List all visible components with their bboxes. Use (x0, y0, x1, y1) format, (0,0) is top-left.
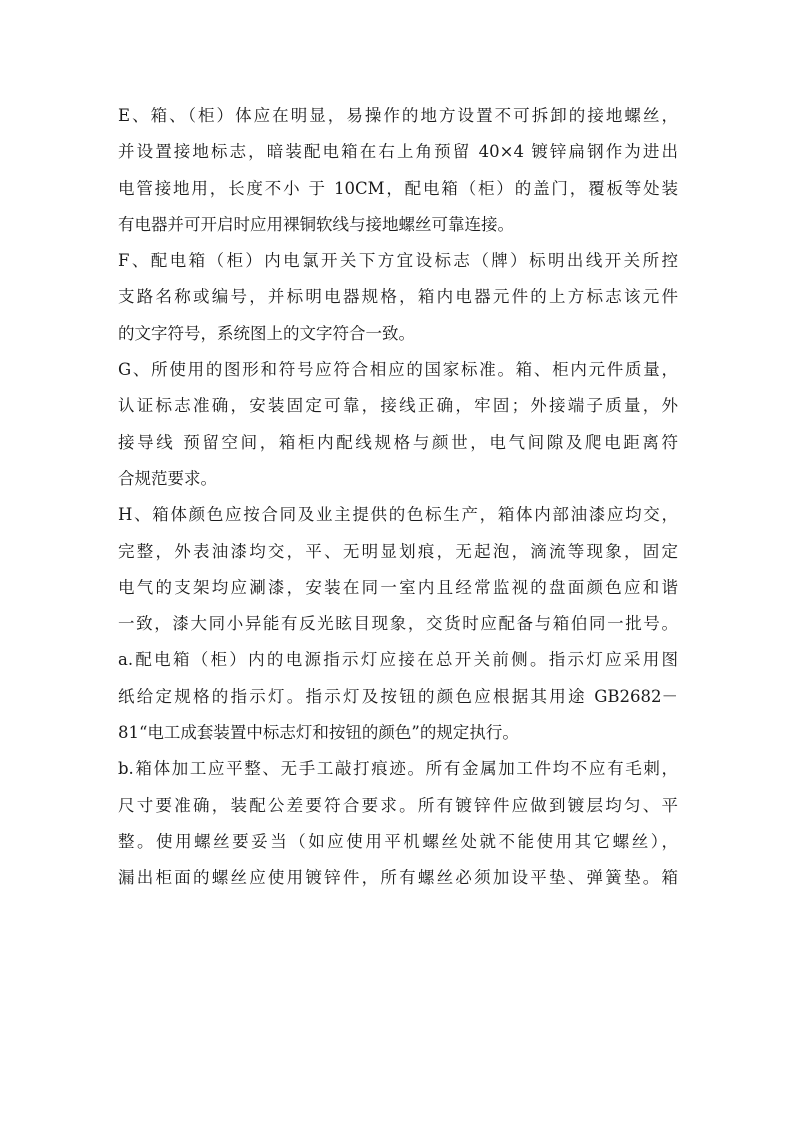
text-line: 电气的支架均应涮漆，安装在同一室内且经常监视的盘面颜色应和谐 (118, 577, 678, 597)
paragraph-e (118, 98, 678, 243)
text-line: 的文字符号，系统图上的文字符合一致。 (118, 323, 415, 343)
text-line: 支路名称或编号，并标明电器规格，箱内电器元件的上方标志该元件 (118, 287, 678, 307)
text-line: 完整，外表油漆均交，平、无明显划痕，无起泡，滴流等现象，固定 (118, 541, 678, 561)
text-line: 尺寸要准确，装配公差要符合要求。所有镀锌件应做到镀层均匀、平 (118, 795, 678, 815)
text-line: 一致，漆大同小异能有反光眩目现象，交货时应配备与箱伯同一批号。 (118, 614, 678, 634)
text-line: a.配电箱（柜）内的电源指示灯应接在总开关前侧。指示灯应采用图 (118, 650, 678, 670)
text-line: b.箱体加工应平整、无手工敲打痕迹。所有金属加工件均不应有毛刺， (118, 759, 678, 779)
text-line: 电管接地用，长度不小 于 10CM，配电箱（柜）的盖门，覆板等处装 (118, 178, 678, 198)
text-line: 整。使用螺丝要妥当（如应使用平机螺丝处就不能使用其它螺丝）， (118, 831, 678, 851)
text-line: 漏出柜面的螺丝应使用镀锌件，所有螺丝必须加设平垫、弹簧垫。箱 (118, 868, 678, 888)
document-body (118, 98, 678, 897)
text-line: 81“电工成套装置中标志灯和按钮的颜色”的规定执行。 (118, 723, 519, 743)
paragraph-h (118, 497, 678, 642)
text-line: 并设置接地标志，暗装配电箱在右上角预留 40×4 镀锌扁钢作为进出 (118, 142, 678, 162)
paragraph-f (118, 243, 678, 352)
text-line: F、配电箱（柜）内电氯开关下方宜设标志（牌）标明出线开关所控 (118, 251, 678, 271)
text-line: E、箱、（柜）体应在明显，易操作的地方设置不可拆卸的接地螺丝， (118, 106, 678, 125)
text-line: 认证标志准确，安装固定可靠，接线正确，牢固；外接端子质量，外 (118, 396, 678, 416)
text-line: 纸给定规格的指示灯。指示灯及按钮的颜色应根据其用途 GB2682－ (118, 686, 678, 706)
paragraph-a (118, 642, 678, 751)
text-line: G、所使用的图形和符号应符合相应的国家标准。箱、柜内元件质量， (118, 360, 678, 380)
paragraph-g (118, 352, 678, 497)
text-line: H、箱体颜色应按合同及业主提供的色标生产，箱体内部油漆应均交， (118, 505, 678, 525)
text-line: 有电器并可开启时应用裸铜软线与接地螺丝可靠连接。 (118, 214, 514, 234)
text-line: 合规范要求。 (118, 468, 217, 488)
text-line: 接导线 预留空间，箱柜内配线规格与颜世，电气间隙及爬电距离符 (118, 432, 678, 452)
paragraph-b (118, 751, 678, 896)
